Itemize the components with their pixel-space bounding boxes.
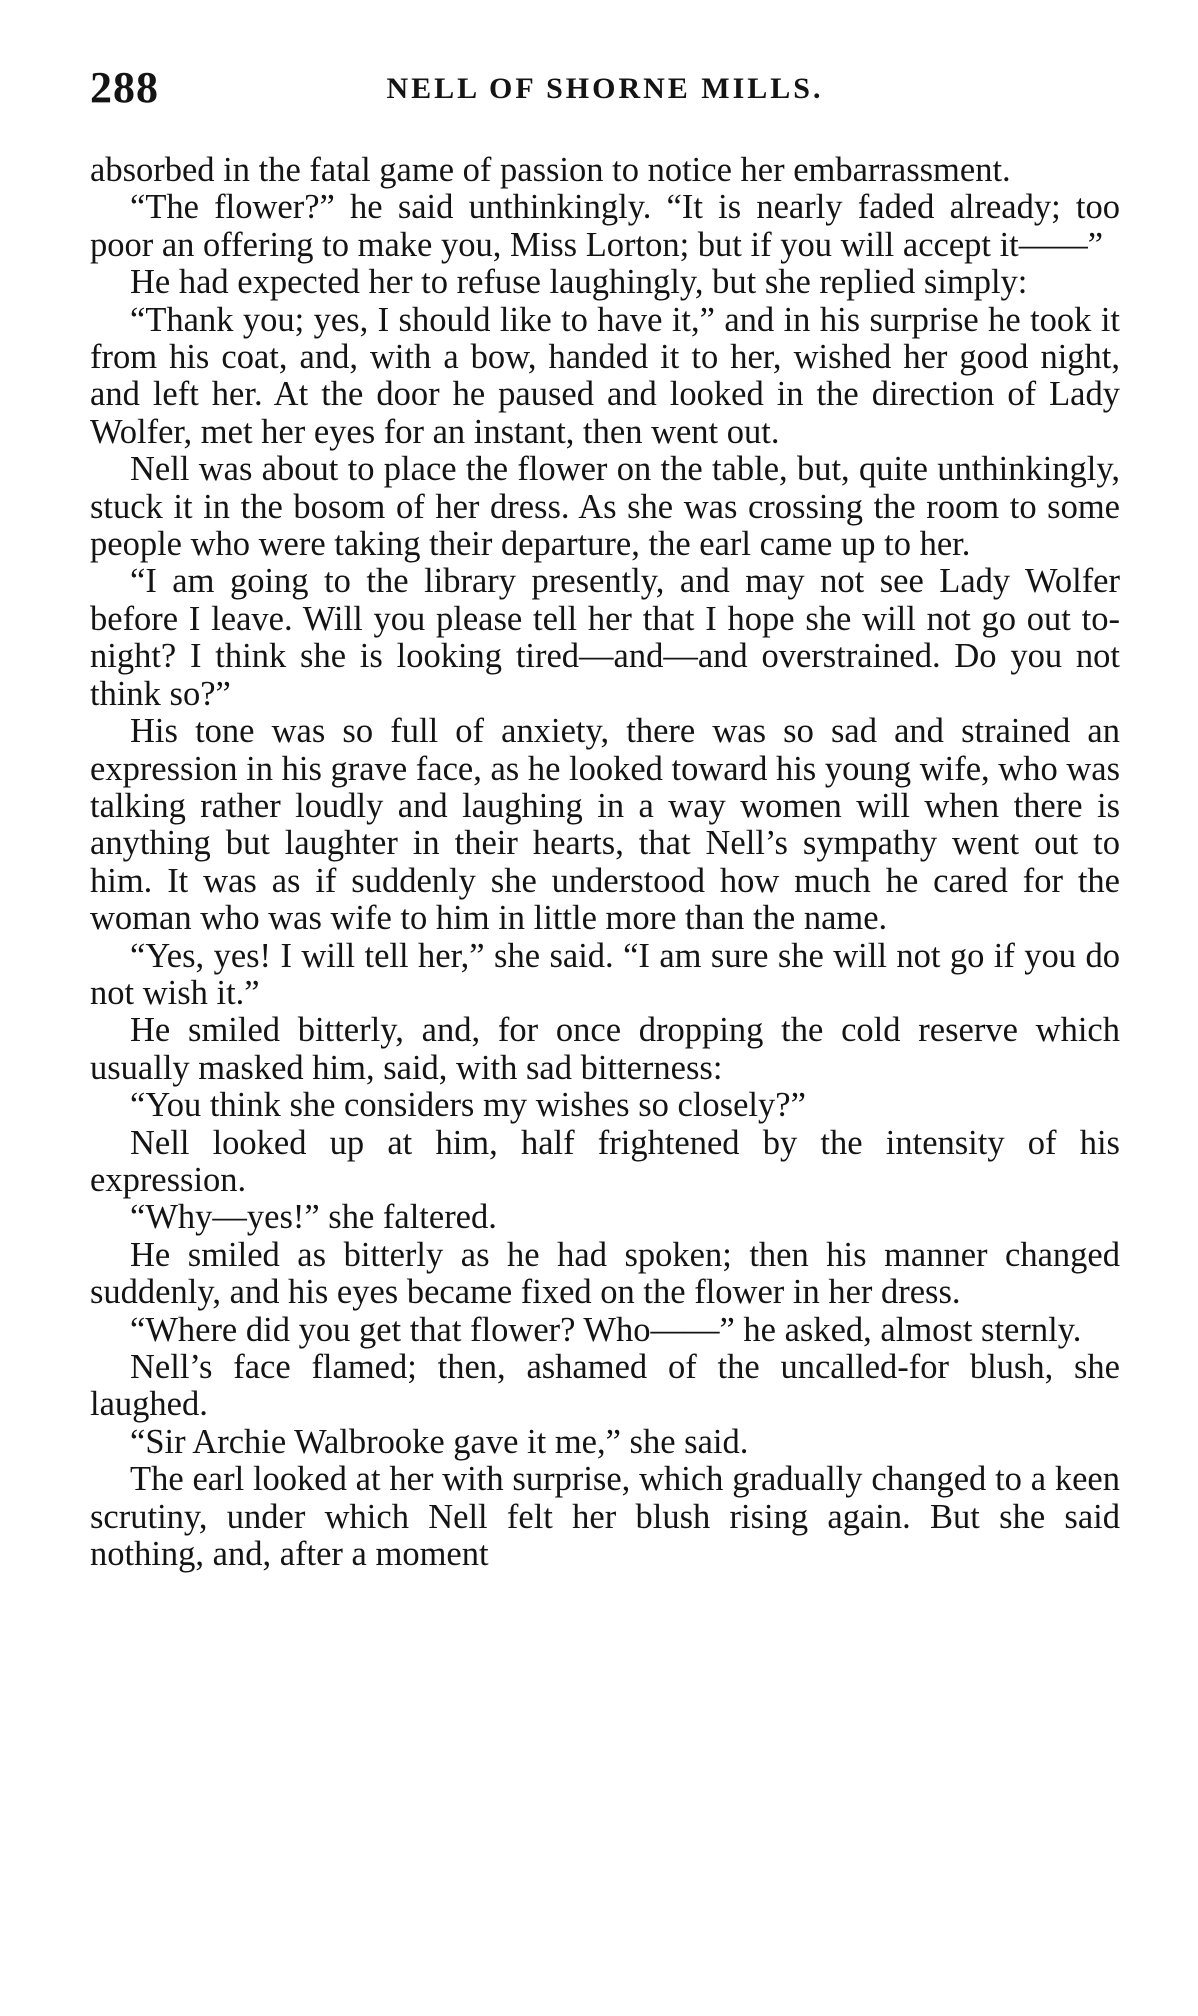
paragraph: His tone was so full of anxiety, there was so sad and strained an expression in his grave face, as he looked toward his young wife, who was talking rather loudly and laughing in a way women will when there is anything but laughter in their hearts, that Nell’s sympathy went out to him. It was as if suddenly she understood how much he cared for the woman who was wife to him in little more than the name.: [90, 712, 1120, 938]
paragraph: “Sir Archie Walbrooke gave it me,” she said.: [130, 1422, 749, 1461]
page-header: [90, 62, 1120, 122]
paragraph: He smiled bitterly, and, for once dropping the cold reserve which usually masked him, said, with sad bitterness:: [90, 1011, 1120, 1087]
paragraph: He smiled as bitterly as he had spoken; then his manner changed suddenly, and his eyes became fixed on the flower in her dress.: [90, 1235, 1120, 1312]
running-title: NELL OF SHORNE MILLS.: [386, 72, 824, 105]
book-page: [90, 62, 1120, 1573]
paragraph: “Thank you; yes, I should like to have it,” and in his surprise he took it from his coat, and, with a bow, handed it to her, wished her good night, and left her. At the door he paused and looked in the direction of Lady Wolfer, met her eyes for an instant, then went out.: [90, 300, 1120, 451]
paragraph: The earl looked at her with surprise, which gradually changed to a keen scrutiny, under which Nell felt her blush rising again. But she said nothing, and, after a moment: [90, 1460, 1120, 1574]
paragraph: “You think she considers my wishes so closely?”: [130, 1086, 806, 1125]
paragraph: “Yes, yes! I will tell her,” she said. “I am sure she will not go if you do not wish it.”: [90, 936, 1120, 1012]
paragraph: absorbed in the fatal game of passion to notice her embarrassment.: [90, 151, 1011, 189]
paragraph: Nell’s face flamed; then, ashamed of the uncalled-for blush, she laughed.: [90, 1348, 1120, 1424]
page-number: 288: [90, 63, 159, 112]
paragraph: “I am going to the library presently, and may not see Lady Wolfer before I leave. Will you please tell her that I hope she will not go out to-night? I think she is looking tired—and—and overstrained. Do you not think so?”: [90, 562, 1120, 713]
paragraph: “Where did you get that flower? Who——” he asked, almost sternly.: [130, 1310, 1082, 1349]
paragraph: “Why—yes!” she faltered.: [130, 1198, 497, 1237]
paragraph: “The flower?” he said unthinkingly. “It is nearly faded already; too poor an offering to make you, Miss Lorton; but if you will accept it——”: [90, 188, 1120, 264]
body-text: [90, 152, 1120, 1573]
paragraph: Nell looked up at him, half frightened by the intensity of his expression.: [90, 1123, 1120, 1199]
paragraph: Nell was about to place the flower on the table, but, quite unthinkingly, stuck it in the bosom of her dress. As she was crossing the room to some people who were taking their departure, the earl came up to her.: [90, 450, 1120, 564]
paragraph: He had expected her to refuse laughingly, but she replied simply:: [130, 263, 1028, 302]
